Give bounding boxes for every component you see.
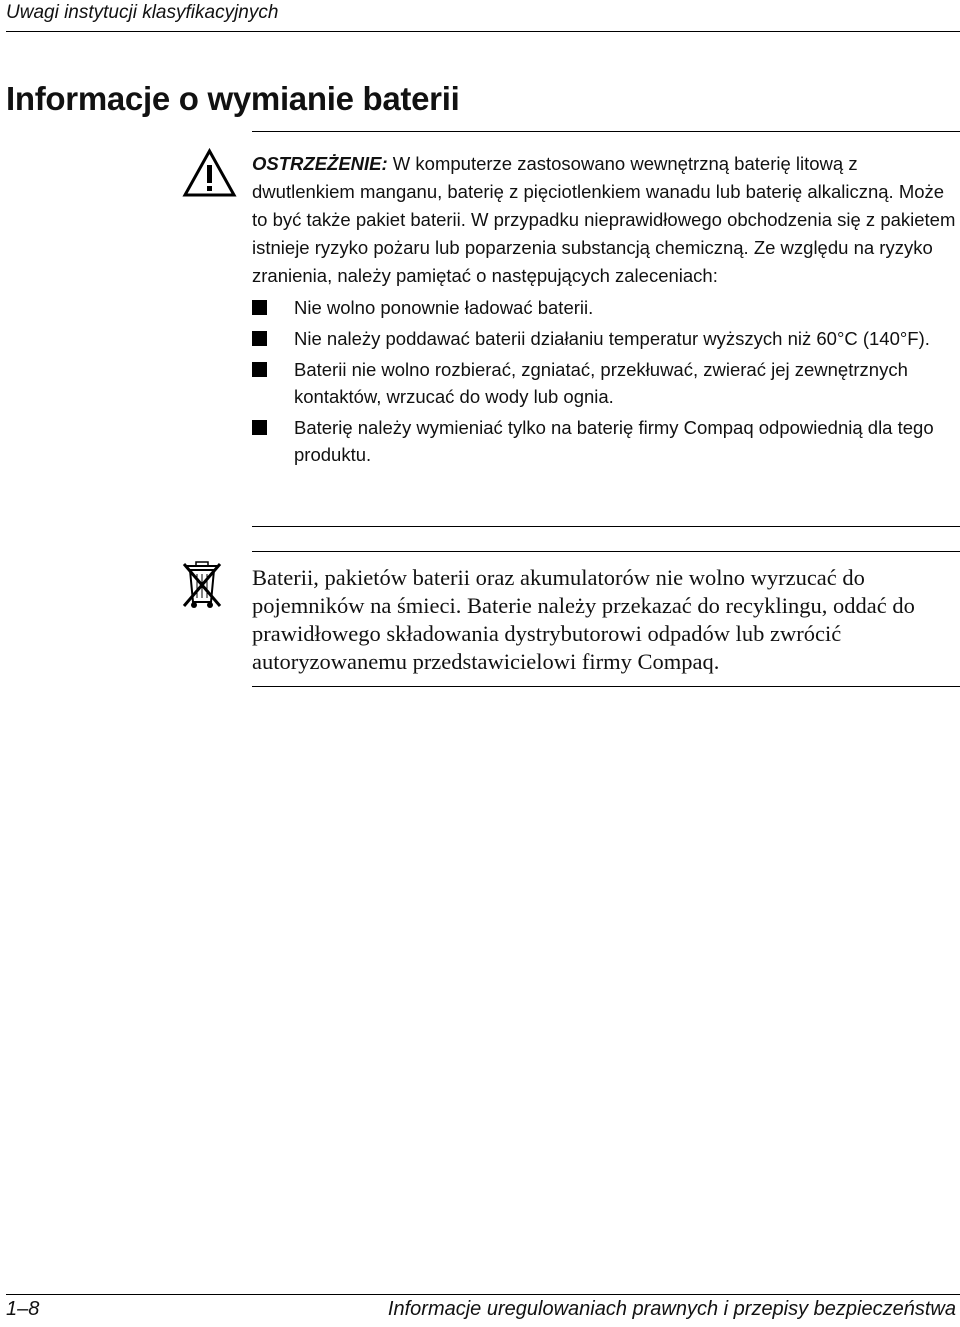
bullet-text: Baterii nie wolno rozbierać, zgniatać, przekłuwać, zwierać jej zewnętrznych kontaktów, wrzucać do wody lub ognia. bbox=[294, 359, 908, 407]
section-title: Informacje o wymianie baterii bbox=[6, 80, 460, 117]
square-bullet-icon bbox=[252, 420, 267, 435]
square-bullet-icon bbox=[252, 300, 267, 315]
footer-doc-title: Informacje uregulowaniach prawnych i przepisy bezpieczeństwa bbox=[387, 1298, 956, 1320]
list-item bbox=[252, 325, 960, 352]
note-top-rule bbox=[252, 551, 960, 552]
warning-text: W komputerze zastosowano wewnętrzną baterię litową z dwutlenkiem manganu, baterię z pięciotlenkiem wanadu lub baterię alkaliczną. Może to być także pakiet baterii. W przypadku nieprawidłowego obchodzenia się z pakietem istnieje ryzyko pożaru lub poparzenia substancją chemiczną. Ze względu na ryzyko zranienia, należy pamiętać o następujących zaleceniach: bbox=[252, 153, 956, 286]
square-bullet-icon bbox=[252, 362, 267, 377]
environment-note-text: Baterii, pakietów baterii oraz akumulatorów nie wolno wyrzucać do pojemników na śmieci. Baterie należy przekazać do recyklingu, oddać do prawidłowego składowania dystrybutorowi odpadów lub zwrócić autoryzowanemu przedstawicielowi firmy Compaq. bbox=[252, 565, 915, 674]
title-rule bbox=[252, 131, 960, 132]
list-item bbox=[252, 356, 960, 410]
warning-paragraph bbox=[252, 150, 960, 290]
crossed-out-bin-icon bbox=[180, 558, 226, 610]
warning-end-rule bbox=[252, 526, 960, 527]
header-rule bbox=[6, 31, 960, 32]
footer-rule bbox=[6, 1294, 960, 1295]
list-item bbox=[252, 414, 960, 468]
note-bottom-rule bbox=[252, 686, 960, 687]
page-number: 1–8 bbox=[6, 1298, 40, 1320]
bullet-text: Nie wolno ponownie ładować baterii. bbox=[294, 297, 594, 318]
warning-triangle-icon bbox=[182, 148, 237, 198]
warning-bullet-list bbox=[252, 294, 960, 468]
warning-block bbox=[252, 150, 960, 472]
bullet-text: Baterię należy wymieniać tylko na baterię firmy Compaq odpowiednią dla tego produktu. bbox=[294, 417, 934, 465]
running-header: Uwagi instytucji klasyfikacyjnych bbox=[6, 2, 279, 23]
square-bullet-icon bbox=[252, 331, 267, 346]
warning-label: OSTRZEŻENIE: bbox=[252, 153, 388, 174]
bullet-text: Nie należy poddawać baterii działaniu temperatur wyższych niż 60°C (140°F). bbox=[294, 328, 930, 349]
list-item bbox=[252, 294, 960, 321]
